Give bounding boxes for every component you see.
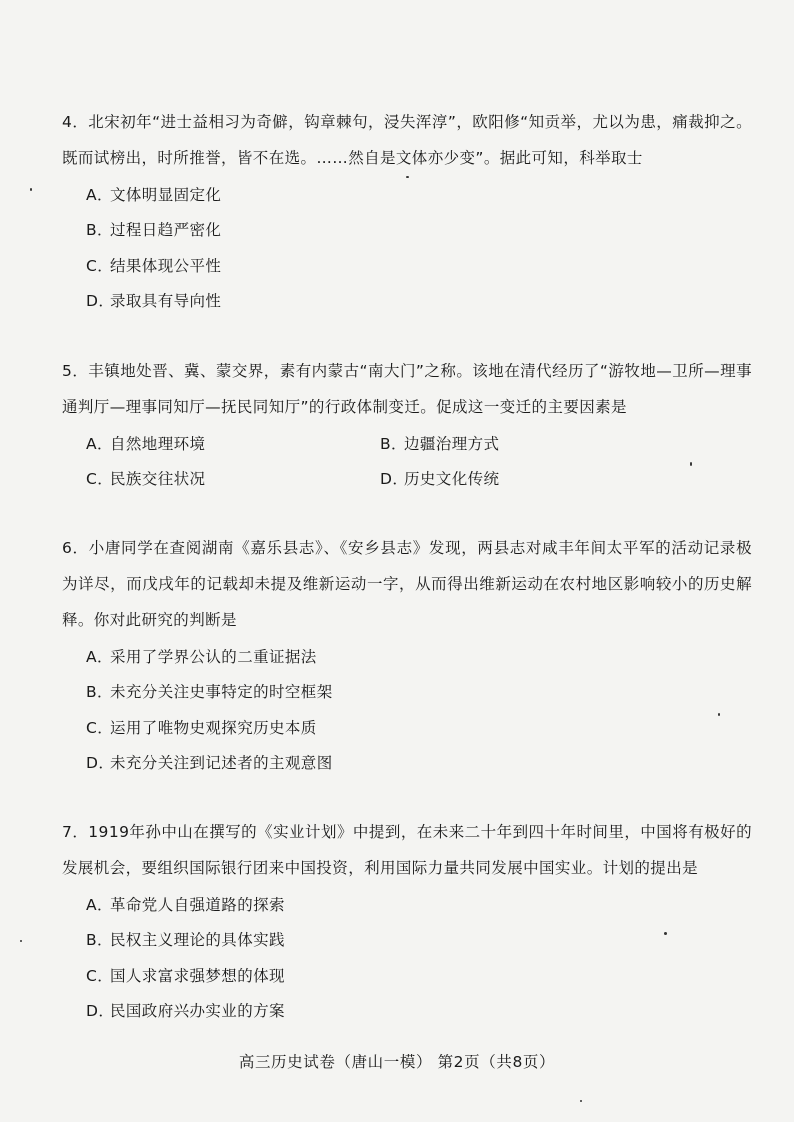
scan-speck (690, 462, 692, 466)
options-list (62, 638, 752, 780)
option-a[interactable] (62, 183, 221, 205)
option-text: 录取具有导向性 (110, 292, 222, 311)
question-stem: 5．丰镇地处晋、冀、蒙交界，素有内蒙古“南大门”之称。该地在清代经历了“游牧地—卫所—理事通判厅—理事同知厅—抚民同知厅”的行政体制变迁。促成这一变迁的主要因素是 (62, 362, 752, 416)
option-text: 革命党人自强道路的探索 (110, 895, 285, 914)
option-letter: C． (86, 256, 114, 275)
option-letter: A． (86, 185, 113, 204)
option-d[interactable] (62, 289, 221, 311)
option-b[interactable] (62, 218, 221, 240)
scan-speck (406, 176, 409, 178)
question-5 (62, 353, 752, 496)
scan-speck (20, 940, 22, 942)
option-text: 运用了唯物史观探究历史本质 (110, 718, 317, 737)
option-letter: C． (86, 718, 114, 737)
option-a[interactable] (62, 645, 317, 667)
option-text: 民权主义理论的具体实践 (110, 931, 285, 950)
option-text: 历史文化传统 (404, 470, 500, 489)
scan-speck (718, 713, 720, 716)
option-text: 文体明显固定化 (110, 185, 222, 204)
option-d[interactable] (62, 999, 285, 1021)
options-list (62, 886, 752, 1028)
scan-speck (664, 932, 667, 935)
option-letter: C． (86, 966, 114, 985)
question-6 (62, 530, 752, 780)
question-4 (62, 104, 752, 318)
scan-speck (580, 1100, 582, 1102)
option-text: 过程日趋严密化 (110, 221, 222, 240)
option-text: 未充分关注到记述者的主观意图 (110, 754, 333, 773)
option-text: 边疆治理方式 (404, 434, 500, 453)
option-b[interactable] (62, 680, 333, 702)
option-text: 民族交往状况 (110, 470, 206, 489)
option-text: 采用了学界公认的二重证据法 (110, 647, 317, 666)
option-letter: D． (86, 1002, 115, 1021)
option-text: 结果体现公平性 (110, 256, 222, 275)
question-7 (62, 814, 752, 1028)
question-stem: 4．北宋初年“进士益相习为奇僻，钩章棘句，浸失浑淳”，欧阳修“知贡举，尤以为患，痛裁抑之。既而试榜出，时所推誉，皆不在选。……然自是文体亦少变”。据此可知，科举取士 (62, 113, 752, 167)
scan-speck (30, 188, 32, 191)
option-letter: D． (380, 470, 409, 489)
option-b[interactable] (62, 928, 285, 950)
option-b[interactable] (356, 432, 499, 454)
option-text: 自然地理环境 (110, 434, 206, 453)
option-text: 未充分关注史事特定的时空框架 (110, 683, 333, 702)
option-a[interactable] (62, 893, 285, 915)
option-text: 民国政府兴办实业的方案 (110, 1002, 285, 1021)
option-c[interactable] (62, 716, 317, 738)
option-letter: A． (86, 895, 113, 914)
option-letter: B． (86, 221, 113, 240)
option-d[interactable] (62, 751, 333, 773)
option-letter: A． (86, 434, 113, 453)
option-c[interactable] (62, 254, 221, 276)
options-list (62, 176, 752, 318)
option-letter: A． (86, 647, 113, 666)
option-letter: D． (86, 754, 115, 773)
option-letter: D． (86, 292, 115, 311)
option-letter: B． (380, 434, 407, 453)
option-text: 国人求富求强梦想的体现 (110, 966, 285, 985)
question-stem: 7．1919年孙中山在撰写的《实业计划》中提到，在未来二十年到四十年时间里，中国将有极好的发展机会，要组织国际银行团来中国投资，利用国际力量共同发展中国实业。计划的提出是 (62, 823, 752, 877)
option-d[interactable] (356, 467, 499, 489)
option-letter: B． (86, 931, 113, 950)
option-letter: B． (86, 683, 113, 702)
options-list (62, 425, 752, 496)
option-c[interactable] (62, 964, 285, 986)
option-c[interactable] (62, 467, 356, 489)
option-letter: C． (86, 470, 114, 489)
question-stem: 6．小唐同学在查阅湖南《嘉乐县志》、《安乡县志》发现，两县志对咸丰年间太平军的活动记录极为详尽，而戊戌年的记载却未提及维新运动一字，从而得出维新运动在农村地区影响较小的历史解释。你对此研究的判断是 (62, 539, 752, 629)
page-footer: 高三历史试卷（唐山一模） 第2页（共8页） (238, 1053, 556, 1071)
option-a[interactable] (62, 432, 356, 454)
